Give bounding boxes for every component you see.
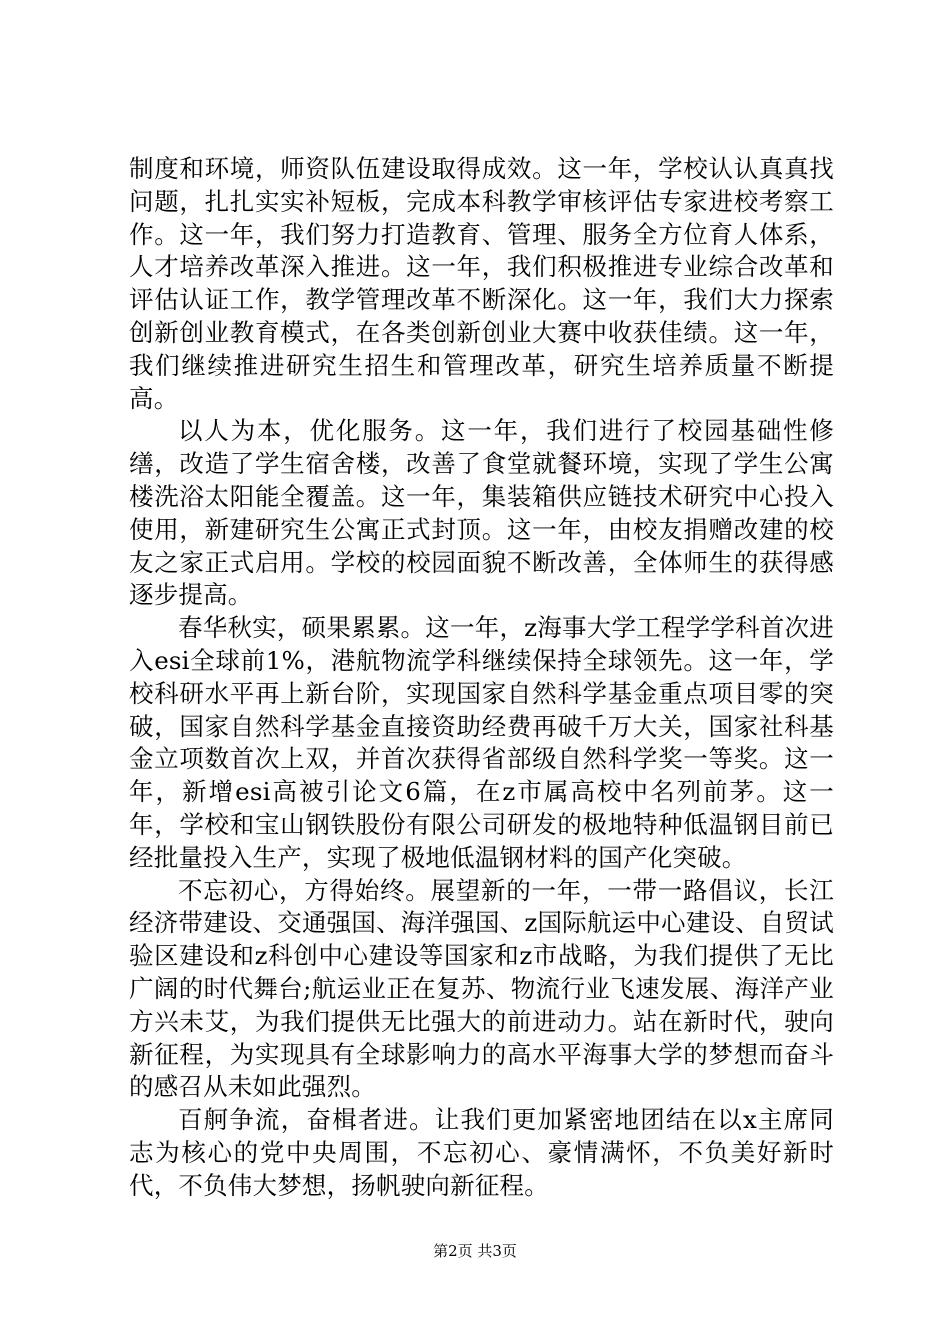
paragraph-1: 制度和环境，师资队伍建设取得成效。这一年，学校认认真真找问题，扎扎实实补短板，完成本科教学审核评估专家进校考察工作。这一年，我们努力打造教育、管理、服务全方位育人体系，人才培养改革深入推进。这一年，我们积极推进专业综合改革和评估认证工作，教学管理改革不断深化。这一年，我们大力探索创新创业教育模式，在各类创新创业大赛中收获佳绩。这一年，我们继续推进研究生招生和管理改革，研究生培养质量不断提高。: [129, 154, 834, 413]
page-footer: [0, 1241, 950, 1261]
paragraph-3: 春华秋实，硕果累累。这一年，z海事大学工程学学科首次进入esi全球前1%，港航物流学科继续保持全球领先。这一年，学校科研水平再上新台阶，实现国家自然科学基金重点项目零的突破，国家自然科学基金直接资助经费再破千万大关，国家社科基金立项数首次上双，并首次获得省部级自然科学奖一等奖。这一年，新增esi高被引论文6篇，在z市属高校中名列前茅。这一年，学校和宝山钢铁股份有限公司研发的极地特种低温钢目前已经批量投入生产，实现了极地低温钢材料的国产化突破。: [129, 613, 834, 872]
page-number-label: 第2页 共3页: [433, 1242, 517, 1260]
paragraph-5: 百舸争流，奋楫者进。让我们更加紧密地团结在以x主席同志为核心的党中央周围，不忘初心、豪情满怀，不负美好新时代，不负伟大梦想，扬帆驶向新征程。: [129, 1105, 834, 1200]
paragraph-4: 不忘初心，方得始终。展望新的一年，一带一路倡议，长江经济带建设、交通强国、海洋强国、z国际航运中心建设、自贸试验区建设和z科创中心建设等国家和z市战略，为我们提供了无比广阔的时代舞台;航运业正在复苏、物流行业飞速发展、海洋产业方兴未艾，为我们提供无比强大的前进动力。站在新时代，驶向新征程，为实现具有全球影响力的高水平海事大学的梦想而奋斗的感召从未如此强烈。: [129, 875, 834, 1102]
body-text: [129, 153, 834, 1203]
paragraph-2: 以人为本，优化服务。这一年，我们进行了校园基础性修缮，改造了学生宿舍楼，改善了食堂就餐环境，实现了学生公寓楼洗浴太阳能全覆盖。这一年，集装箱供应链技术研究中心投入使用，新建研究生公寓正式封顶。这一年，由校友捐赠改建的校友之家正式启用。学校的校园面貌不断改善，全体师生的获得感逐步提高。: [129, 416, 834, 610]
